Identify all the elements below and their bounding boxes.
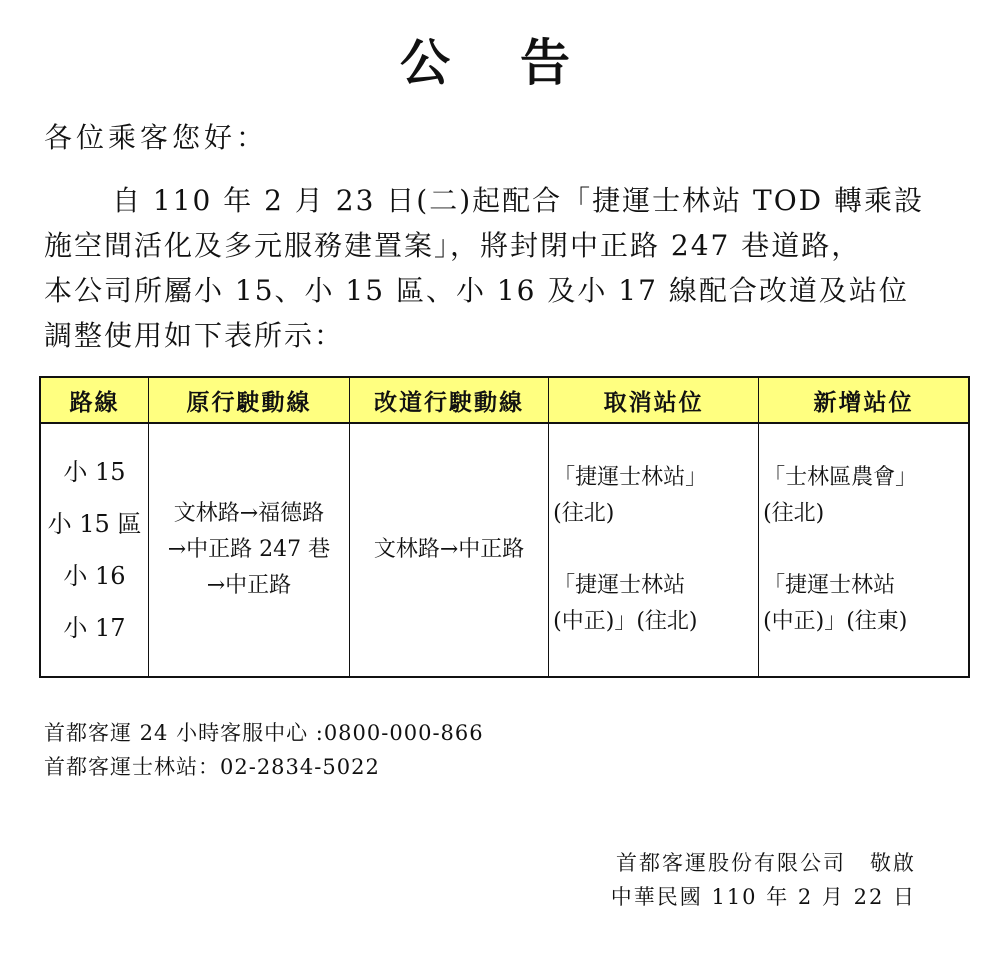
stop-direction: (中正)」(往東) [763,609,908,634]
body-line: 調整使用如下表所示： [44,319,345,352]
stop-direction: (往北) [553,501,615,526]
company-signature [611,846,916,880]
body-line: 本公司所屬小 15、小 15 區、小 16 及小 17 線配合改道及站位 [44,274,909,307]
contact-info [44,716,484,784]
route-name: 小 17 [63,614,126,642]
notice-body [44,178,924,358]
added-stops-cell [759,423,969,677]
route-name: 小 15 區 [47,510,142,538]
stop-name: 「捷運士林站」 [553,465,708,490]
original-route-cell [149,423,350,677]
stop-name: 「捷運士林站 [763,573,896,598]
notice-title: 公告 [400,34,640,92]
greeting: 各位乘客您好： [44,121,269,154]
cancelled-stop [553,460,754,532]
stop-name: 「士林區農會」 [763,465,918,490]
cancelled-stops-cell [549,423,759,677]
stop-direction: (往北) [763,501,825,526]
service-center-phone: 首都客運 24 小時客服中心 :0800-000-866 [44,721,484,745]
original-route-line: →中正路 [206,573,292,598]
notice-date: 中華民國 110 年 2 月 22 日 [610,885,916,909]
route-name: 小 16 [63,562,126,590]
header-original-route: 原行駛動線 [149,377,350,423]
table-row [40,423,969,677]
shilin-station-phone: 首都客運士林站：02-2834-5022 [44,755,380,779]
added-stop [763,460,964,532]
body-line: 施空間活化及多元服務建置案」，將封閉中正路 247 巷道路， [44,229,862,262]
header-cancelled-stops: 取消站位 [549,377,759,423]
original-route-line: 文林路→福德路 [173,501,325,526]
stop-direction: (中正)」(往北) [553,609,698,634]
header-added-stops: 新增站位 [759,377,969,423]
header-route: 路線 [40,377,149,423]
body-line: 自 110 年 2 月 23 日(二)起配合「捷運士林站 TOD 轉乘設 [112,184,925,217]
detour-route-cell: 文林路→中正路 [349,423,548,677]
salutation: 敬啟 [870,851,916,875]
header-detour-route: 改道行駛動線 [349,377,548,423]
table-header-row [40,377,969,423]
cancelled-stop [553,568,754,640]
route-name: 小 15 [63,458,126,486]
original-route-line: →中正路 247 巷 [167,537,331,562]
company-name: 首都客運股份有限公司 [616,851,846,875]
signature-block [611,846,916,914]
route-change-table [39,376,970,678]
route-list-cell [40,423,149,677]
added-stop [763,568,964,640]
stop-name: 「捷運士林站 [553,573,686,598]
